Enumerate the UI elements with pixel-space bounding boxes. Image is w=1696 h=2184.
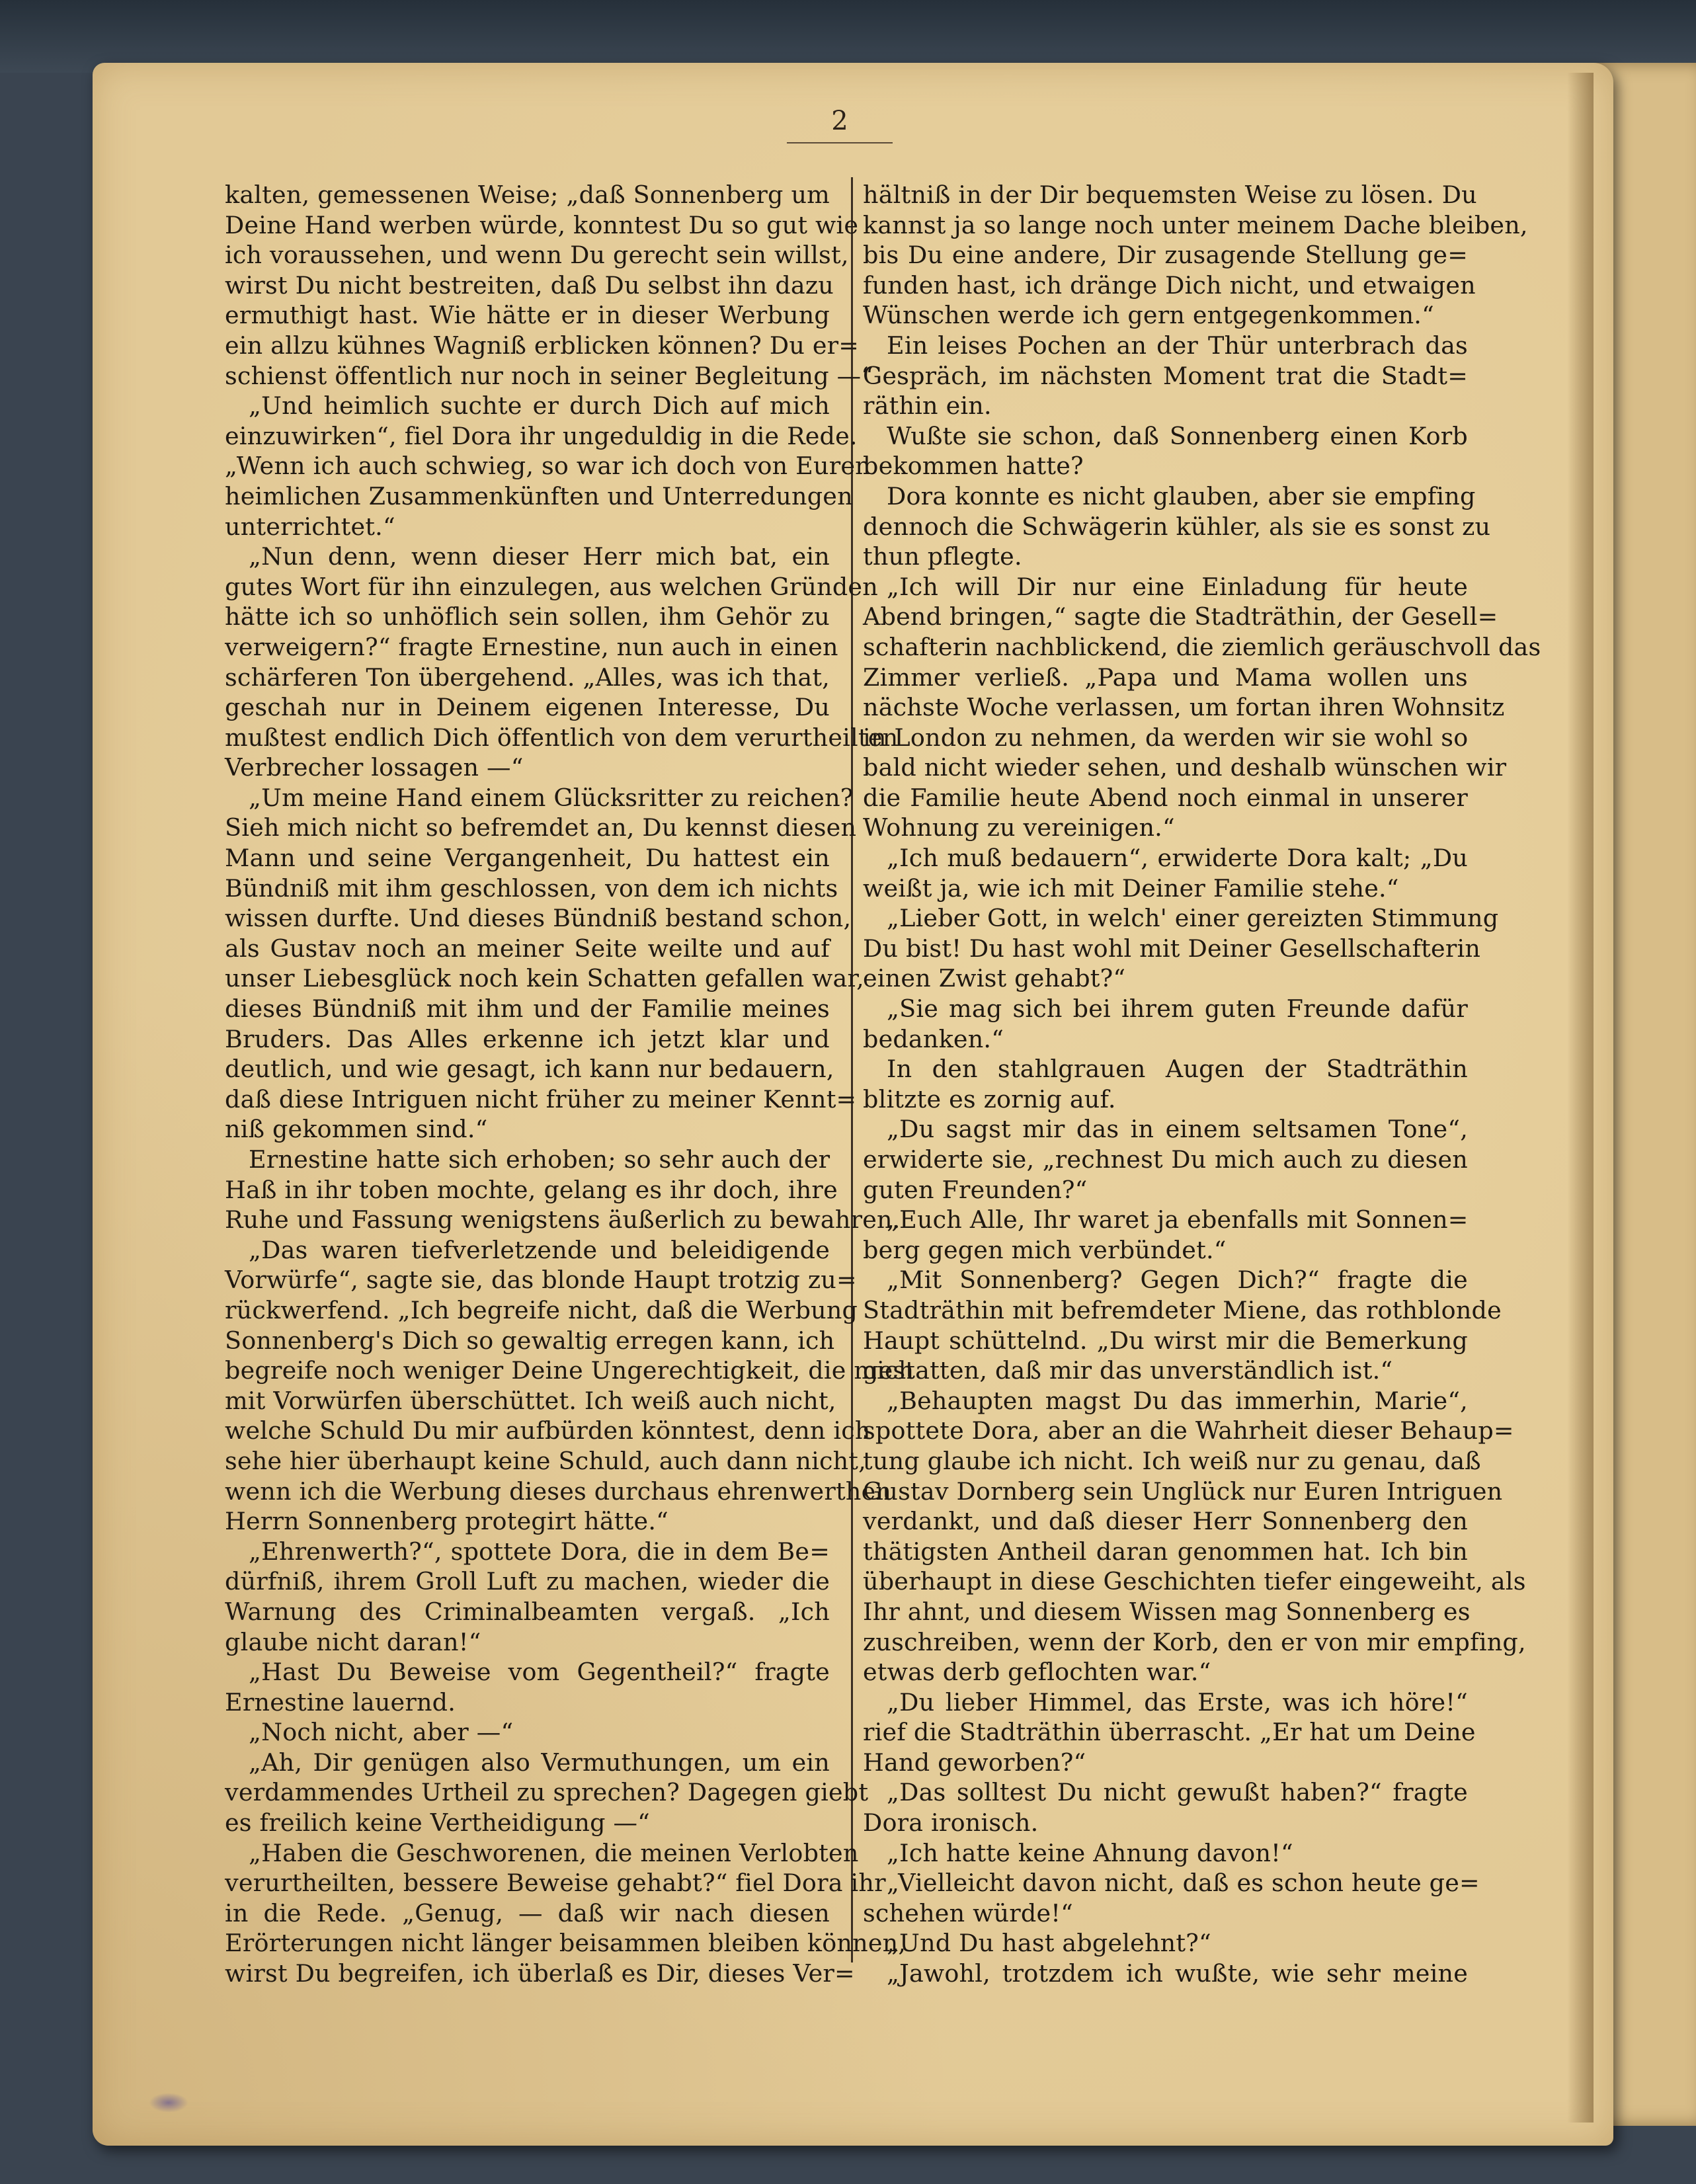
text-line: dürfniß, ihrem Groll Luft zu machen, wieder die xyxy=(225,1567,830,1596)
text-line: Sonnenberg's Dich so gewaltig erregen kann, ich xyxy=(225,1326,835,1355)
text-line: unterrichtet.“ xyxy=(225,512,395,541)
text-line: „Haben die Geschworenen, die meinen Verlobten xyxy=(249,1838,859,1867)
text-line: bedanken.“ xyxy=(863,1024,1004,1053)
text-line: „Um meine Hand einem Glücksritter zu reichen? xyxy=(249,783,854,812)
text-line: wenn ich die Werbung dieses durchaus ehrenwerthen xyxy=(225,1476,892,1506)
text-line: bekommen hatte? xyxy=(863,452,1084,481)
text-line: Ruhe und Fassung wenigstens äußerlich zu bewahren. xyxy=(225,1205,901,1234)
text-line: hätte ich so unhöflich sein sollen, ihm Gehör zu xyxy=(225,602,830,631)
text-line: blitzte es zornig auf. xyxy=(863,1084,1116,1113)
spine-shadow xyxy=(1567,73,1594,2123)
text-line: Bruders. Das Alles erkenne ich jetzt klar und xyxy=(225,1024,830,1053)
text-line: wirst Du begreifen, ich überlaß es Dir, dieses Ver= xyxy=(225,1959,855,1988)
text-line: verdankt, und daß dieser Herr Sonnenberg den xyxy=(863,1507,1468,1536)
text-line: Gustav Dornberg sein Unglück nur Euren Intriguen xyxy=(863,1476,1503,1506)
text-line: Haß in ihr toben mochte, gelang es ihr doch, ihre xyxy=(225,1175,838,1204)
text-line: funden hast, ich dränge Dich nicht, und etwaigen xyxy=(863,270,1476,300)
text-line: Warnung des Criminalbeamten vergaß. „Ich xyxy=(225,1597,830,1626)
text-line: dieses Bündniß mit ihm und der Familie meines xyxy=(225,994,830,1024)
text-line: rief die Stadträthin überrascht. „Er hat um Deine xyxy=(863,1718,1476,1747)
text-line: gestatten, daß mir das unverständlich ist.“ xyxy=(863,1356,1393,1385)
text-line: ein allzu kühnes Wagniß erblicken können? Du er= xyxy=(225,331,860,360)
ink-stain xyxy=(149,2093,188,2113)
text-line: gutes Wort für ihn einzulegen, aus welchen Gründen xyxy=(225,572,878,601)
text-line: wissen durfte. Und dieses Bündniß bestand schon, xyxy=(225,904,852,933)
text-line: schienst öffentlich nur noch in seiner Begleitung —“ xyxy=(225,361,874,390)
text-line: Ernestine lauernd. xyxy=(225,1687,456,1717)
text-line: es freilich keine Vertheidigung —“ xyxy=(225,1808,651,1838)
text-line: niß gekommen sind.“ xyxy=(225,1115,488,1144)
text-line: Dora ironisch. xyxy=(863,1808,1039,1838)
text-line: „Mit Sonnenberg? Gegen Dich?“ fragte die xyxy=(887,1266,1468,1295)
text-line: unser Liebesglück noch kein Schatten gefallen war, xyxy=(225,964,864,993)
text-line: nächste Woche verlassen, um fortan ihren Wohnsitz xyxy=(863,693,1505,722)
text-line: „Du lieber Himmel, das Erste, was ich höre!“ xyxy=(887,1687,1468,1717)
text-line: „Vielleicht davon nicht, daß es schon heute ge= xyxy=(887,1869,1480,1898)
text-line: berg gegen mich verbündet.“ xyxy=(863,1235,1227,1264)
text-line: Du bist! Du hast wohl mit Deiner Gesellschafterin xyxy=(863,934,1481,963)
text-line: verweigern?“ fragte Ernestine, nun auch in einen xyxy=(225,632,838,661)
text-line: Erörterungen nicht länger beisammen bleiben können, xyxy=(225,1929,907,1958)
text-line: in London zu nehmen, da werden wir sie wohl so xyxy=(863,723,1469,752)
text-line: Ein leises Pochen an der Thür unterbrach das xyxy=(887,331,1468,360)
text-line: „Ah, Dir genügen also Vermuthungen, um ein xyxy=(249,1748,830,1777)
text-line: glaube nicht daran!“ xyxy=(225,1627,481,1656)
text-line: rückwerfend. „Ich begreife nicht, daß die Werbung xyxy=(225,1295,858,1324)
text-line: hältniß in der Dir bequemsten Weise zu lösen. Du xyxy=(863,181,1477,209)
text-line: einen Zwist gehabt?“ xyxy=(863,964,1126,993)
text-line: spottete Dora, aber an die Wahrheit dieser Behaup= xyxy=(863,1416,1514,1445)
text-line: „Das solltest Du nicht gewußt haben?“ fragte xyxy=(887,1778,1468,1807)
text-line: zuschreiben, wenn der Korb, den er von mir empfing, xyxy=(863,1627,1526,1656)
text-line: Ihr ahnt, und diesem Wissen mag Sonnenberg es xyxy=(863,1597,1471,1626)
text-line: Deine Hand werben würde, konntest Du so gut wie xyxy=(225,210,859,239)
text-line: „Ich will Dir nur eine Einladung für heute xyxy=(887,572,1468,601)
text-line: mit Vorwürfen überschüttet. Ich weiß auch nicht, xyxy=(225,1386,836,1415)
text-line: mußtest endlich Dich öffentlich von dem verurtheilten xyxy=(225,723,899,752)
text-line: „Ehrenwerth?“, spottete Dora, die in dem Be= xyxy=(249,1537,830,1566)
text-line: dennoch die Schwägerin kühler, als sie es sonst zu xyxy=(863,512,1491,541)
text-line: räthin ein. xyxy=(863,391,992,421)
text-line: die Familie heute Abend noch einmal in unserer xyxy=(863,783,1468,812)
text-line: „Noch nicht, aber —“ xyxy=(249,1718,514,1747)
left-text-column xyxy=(225,180,914,1989)
scanner-background xyxy=(0,0,1696,73)
text-line: „Sie mag sich bei ihrem guten Freunde dafür xyxy=(887,994,1468,1024)
text-line: begreife noch weniger Deine Ungerechtigkeit, die mich xyxy=(225,1356,914,1385)
text-line: thun pflegte. xyxy=(863,542,1022,571)
text-line: Vorwürfe“, sagte sie, das blonde Haupt trotzig zu= xyxy=(225,1266,857,1295)
text-line: kannst ja so lange noch unter meinem Dache bleiben, xyxy=(863,210,1528,239)
text-line: schärferen Ton übergehend. „Alles, was ich that, xyxy=(225,663,830,692)
text-line: geschah nur in Deinem eigenen Interesse, Du xyxy=(225,693,830,722)
text-line: deutlich, und wie gesagt, ich kann nur bedauern, xyxy=(225,1055,834,1084)
text-line: tung glaube ich nicht. Ich weiß nur zu genau, daß xyxy=(863,1446,1481,1475)
text-line: Stadträthin mit befremdeter Miene, das rothblonde xyxy=(863,1295,1502,1324)
text-line: Wußte sie schon, daß Sonnenberg einen Korb xyxy=(887,421,1468,450)
text-line: sehe hier überhaupt keine Schuld, auch dann nicht, xyxy=(225,1446,866,1475)
text-line: In den stahlgrauen Augen der Stadträthin xyxy=(887,1055,1468,1084)
text-line: heimlichen Zusammenkünften und Unterredungen xyxy=(225,481,853,510)
text-line: daß diese Intriguen nicht früher zu meiner Kennt= xyxy=(225,1084,857,1113)
text-line: ermuthigt hast. Wie hätte er in dieser Werbung xyxy=(225,301,830,330)
text-line: schehen würde!“ xyxy=(863,1898,1073,1927)
text-line: „Das waren tiefverletzende und beleidigende xyxy=(249,1235,830,1264)
text-line: in die Rede. „Genug, — daß wir nach diesen xyxy=(225,1898,830,1927)
text-line: als Gustav noch an meiner Seite weilte und auf xyxy=(225,934,830,963)
text-line: „Nun denn, wenn dieser Herr mich bat, ein xyxy=(249,542,830,571)
text-line: erwiderte sie, „rechnest Du mich auch zu diesen xyxy=(863,1145,1468,1174)
text-line: ich voraussehen, und wenn Du gerecht sein willst, xyxy=(225,241,849,270)
text-line: „Wenn ich auch schwieg, so war ich doch von Euren xyxy=(225,452,871,481)
text-line: kalten, gemessenen Weise; „daß Sonnenberg um xyxy=(225,181,830,209)
text-line: bis Du eine andere, Dir zusagende Stellung ge= xyxy=(863,241,1468,270)
text-line: Hand geworben?“ xyxy=(863,1748,1086,1777)
text-line: „Du sagst mir das in einem seltsamen Tone“, xyxy=(887,1115,1468,1144)
text-line: Verbrecher lossagen —“ xyxy=(225,753,524,782)
text-line: überhaupt in diese Geschichten tiefer eingeweiht, als xyxy=(863,1567,1526,1596)
text-line: Haupt schüttelnd. „Du wirst mir die Bemerkung xyxy=(863,1326,1468,1355)
text-line: etwas derb geflochten war.“ xyxy=(863,1658,1211,1687)
text-line: Zimmer verließ. „Papa und Mama wollen uns xyxy=(863,663,1468,692)
text-line: Dora konnte es nicht glauben, aber sie empfing xyxy=(887,481,1476,510)
text-line: „Ich muß bedauern“, erwiderte Dora kalt; „Du xyxy=(887,844,1468,873)
right-text-column xyxy=(863,180,1541,1989)
text-line: „Jawohl, trotzdem ich wußte, wie sehr meine xyxy=(887,1959,1468,1988)
text-line: guten Freunden?“ xyxy=(863,1175,1088,1204)
text-line: verurtheilten, bessere Beweise gehabt?“ fiel Dora ihr xyxy=(225,1869,886,1898)
text-line: Wünschen werde ich gern entgegenkommen.“ xyxy=(863,301,1434,330)
text-line: thätigsten Antheil daran genommen hat. Ich bin xyxy=(863,1537,1468,1566)
text-line: „Behaupten magst Du das immerhin, Marie“, xyxy=(887,1386,1468,1415)
text-line: Wohnung zu vereinigen.“ xyxy=(863,813,1175,842)
text-line: Abend bringen,“ sagte die Stadträthin, der Gesell= xyxy=(863,602,1498,631)
text-line: „Euch Alle, Ihr waret ja ebenfalls mit Sonnen= xyxy=(887,1205,1469,1234)
text-line: bald nicht wieder sehen, und deshalb wünschen wir xyxy=(863,753,1507,782)
text-line: Ernestine hatte sich erhoben; so sehr auch der xyxy=(249,1145,830,1174)
text-line: Mann und seine Vergangenheit, Du hattest ein xyxy=(225,844,830,873)
text-line: Sieh mich nicht so befremdet an, Du kennst diesen xyxy=(225,813,857,842)
text-line: welche Schuld Du mir aufbürden könntest, denn ich xyxy=(225,1416,871,1445)
header-rule xyxy=(787,142,893,143)
text-line: Gespräch, im nächsten Moment trat die Stadt= xyxy=(863,361,1468,390)
text-line: schafterin nachblickend, die ziemlich geräuschvoll das xyxy=(863,632,1541,661)
text-line: verdammendes Urtheil zu sprechen? Dagegen giebt xyxy=(225,1778,869,1807)
text-line: „Und heimlich suchte er durch Dich auf mich xyxy=(249,391,830,421)
text-line: „Lieber Gott, in welch' einer gereizten Stimmung xyxy=(887,904,1499,933)
text-line: einzuwirken“, fiel Dora ihr ungeduldig in die Rede. xyxy=(225,421,858,450)
text-line: wirst Du nicht bestreiten, daß Du selbst ihn dazu xyxy=(225,270,834,300)
text-line: „Ich hatte keine Ahnung davon!“ xyxy=(887,1838,1293,1867)
text-line: „Und Du hast abgelehnt?“ xyxy=(887,1929,1211,1958)
text-line: Bündniß mit ihm geschlossen, von dem ich nichts xyxy=(225,873,838,903)
page-number: 2 xyxy=(831,106,848,136)
text-line: Herrn Sonnenberg protegirt hätte.“ xyxy=(225,1507,669,1536)
text-line: „Hast Du Beweise vom Gegentheil?“ fragte xyxy=(249,1658,830,1687)
text-line: weißt ja, wie ich mit Deiner Familie stehe.“ xyxy=(863,873,1399,903)
